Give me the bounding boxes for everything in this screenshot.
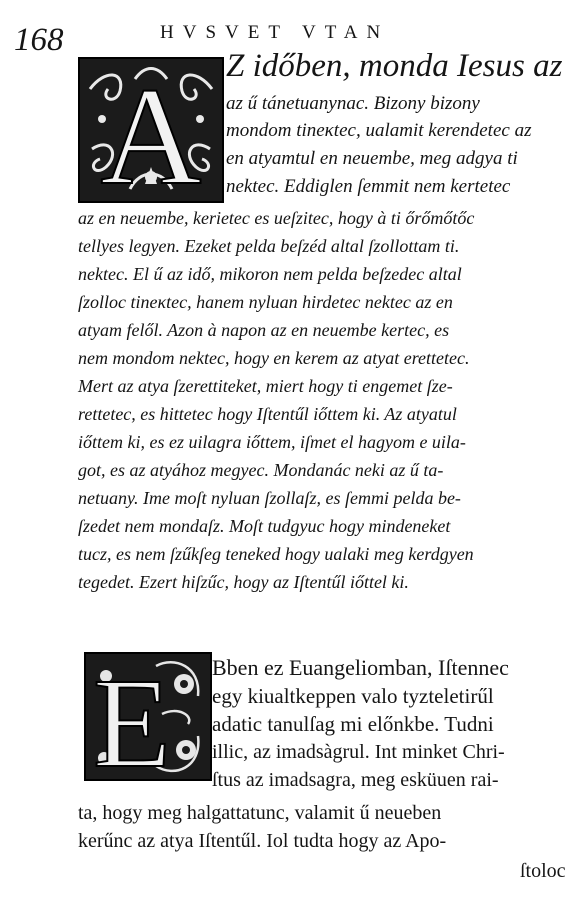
text-line: tegedet. Ezert hiſzűc, hogy az Iſtentűl iőttel ki. xyxy=(78,572,409,592)
text-line: ta, hogy meg halgattatunc, valamit ű neueben xyxy=(78,802,442,824)
text-line: atyam felől. Azon à napon az en neuembe kertec, es xyxy=(78,320,450,340)
text-line: nem mondom nektec, hogy en kerem az atyat erettetec. xyxy=(78,348,470,368)
running-head: HVSVET VTAN xyxy=(160,22,390,43)
text-line: ſzolloc tineκtec, hanem nyluan hirdetec nektec az en xyxy=(78,292,453,312)
drop-cap-a xyxy=(78,57,224,203)
text-line: ſtus az imadsagra, meg esküuen rai- xyxy=(212,769,499,791)
text-line: Bben ez Euangeliomban, Iſtennec xyxy=(212,655,509,680)
text-line: iőttem ki, es ez uilagra iőttem, iſmet el hagyom e uila- xyxy=(78,432,466,452)
text-line: nektec. Eddiglen ſemmit nem kertetec xyxy=(226,176,511,197)
ornament-e-illustration xyxy=(86,654,210,779)
gospel-first-line: Z időben, monda Iesus az xyxy=(226,48,563,84)
text-line: rettetec, es hittetec hogy Iſtentűl iőttem ki. Az atyatul xyxy=(78,404,457,424)
text-line: en atyamtul en neuembe, meg adgya ti xyxy=(226,148,518,169)
text-line: mondom tineκtec, ualamit kerendetec az xyxy=(226,120,532,141)
drop-cap-e-letter: E xyxy=(92,654,172,779)
text-line: egy kiualtkeppen valo tyzteletirűl xyxy=(212,684,494,708)
drop-cap-a-letter: A xyxy=(100,59,202,201)
text-line: adatic tanulſag mi előnkbe. Tudni xyxy=(212,712,494,736)
text-line: tellyes legyen. Ezeket pelda beſzéd altal ſzollottam ti. xyxy=(78,236,460,256)
text-line: got, es az atyához megyec. Mondanác neki az ű ta- xyxy=(78,460,444,480)
drop-cap-e xyxy=(84,652,212,781)
text-line: illic, az imadsàgrul. Int minket Chri- xyxy=(212,741,505,763)
text-line: kerűnc az atya Iſtentűl. Iol tudta hogy az Apo- xyxy=(78,830,447,852)
ornament-a-illustration xyxy=(80,59,222,201)
text-line: netuany. Ime moſt nyluan ſzollaſz, es ſemmi pelda be- xyxy=(78,488,461,508)
text-line: tucz, es nem ſzűkſeg teneked hogy ualaki meg kerdgyen xyxy=(78,544,474,564)
text-line: ſtoloc xyxy=(520,860,566,882)
text-line: az ű tánetuanynac. Bizony bizony xyxy=(226,93,480,114)
text-line: nektec. El ű az idő, mikoron nem pelda beſzedec altal xyxy=(78,264,462,284)
text-line: Mert az atya ſzerettiteket, miert hogy ti engemet ſze- xyxy=(78,376,453,396)
text-line: az en neuembe, kerietec es ueſzitec, hogy à ti őrőmőtőc xyxy=(78,208,475,228)
text-line: ſzedet nem mondaſz. Moſt tudgyuc hogy mindeneket xyxy=(78,516,451,536)
page-number: 168 xyxy=(14,22,64,58)
